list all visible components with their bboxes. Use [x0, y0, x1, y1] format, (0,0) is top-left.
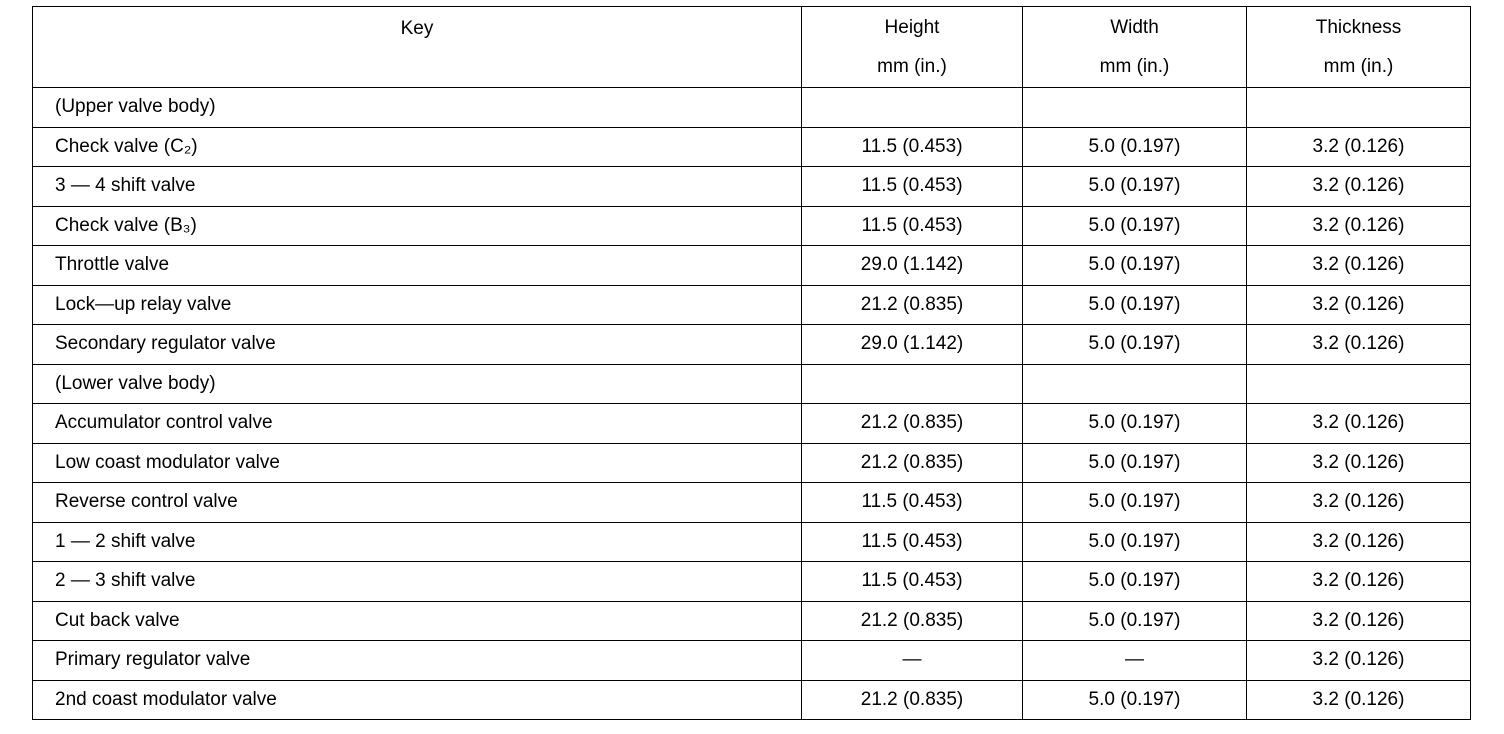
row-height-cell: 11.5 (0.453) — [802, 127, 1023, 167]
row-key-cell: Low coast modulator valve — [33, 443, 802, 483]
table-row — [33, 127, 1471, 167]
row-key-cell: Primary regulator valve — [33, 641, 802, 681]
row-key-cell: Secondary regulator valve — [33, 325, 802, 365]
row-key-cell: Lock—up relay valve — [33, 285, 802, 325]
table-row — [33, 325, 1471, 365]
row-width-cell: 5.0 (0.197) — [1023, 443, 1247, 483]
row-thickness-cell: 3.2 (0.126) — [1247, 206, 1471, 246]
row-width-cell: 5.0 (0.197) — [1023, 522, 1247, 562]
table-body — [33, 88, 1471, 720]
row-key-cell: Check valve (B₃) — [33, 206, 802, 246]
table-row — [33, 601, 1471, 641]
row-height-cell: 21.2 (0.835) — [802, 601, 1023, 641]
row-thickness-cell: 3.2 (0.126) — [1247, 325, 1471, 365]
row-height-cell: 21.2 (0.835) — [802, 404, 1023, 444]
header-height-unit: mm (in.) — [877, 56, 947, 77]
header-key-label: Key — [400, 18, 434, 39]
row-key-cell: 1 — 2 shift valve — [33, 522, 802, 562]
row-height-cell: 11.5 (0.453) — [802, 206, 1023, 246]
row-height-cell: 21.2 (0.835) — [802, 285, 1023, 325]
row-width-cell: 5.0 (0.197) — [1023, 404, 1247, 444]
row-width-cell: 5.0 (0.197) — [1023, 483, 1247, 523]
row-key-cell: Throttle valve — [33, 246, 802, 286]
row-height-cell: — — [802, 641, 1023, 681]
row-width-cell: 5.0 (0.197) — [1023, 680, 1247, 720]
row-thickness-cell: 3.2 (0.126) — [1247, 522, 1471, 562]
row-thickness-cell: 3.2 (0.126) — [1247, 167, 1471, 207]
row-key-cell: (Lower valve body) — [33, 364, 802, 404]
row-thickness-cell: 3.2 (0.126) — [1247, 443, 1471, 483]
valve-spec-table — [32, 6, 1471, 720]
row-width-cell: 5.0 (0.197) — [1023, 285, 1247, 325]
row-height-cell: 21.2 (0.835) — [802, 443, 1023, 483]
table-row — [33, 167, 1471, 207]
row-height-cell — [802, 88, 1023, 128]
row-width-cell: 5.0 (0.197) — [1023, 246, 1247, 286]
table-row — [33, 246, 1471, 286]
table-row — [33, 404, 1471, 444]
header-key — [33, 7, 802, 88]
table-row — [33, 641, 1471, 681]
table-row — [33, 562, 1471, 602]
row-width-cell: 5.0 (0.197) — [1023, 601, 1247, 641]
row-key-cell: Check valve (C₂) — [33, 127, 802, 167]
row-key-cell: Accumulator control valve — [33, 404, 802, 444]
table-row — [33, 483, 1471, 523]
table-row — [33, 88, 1471, 128]
table-row — [33, 443, 1471, 483]
row-width-cell: — — [1023, 641, 1247, 681]
row-height-cell: 21.2 (0.835) — [802, 680, 1023, 720]
header-thickness-title: Thickness — [1315, 17, 1402, 38]
table-row — [33, 522, 1471, 562]
table-row — [33, 285, 1471, 325]
table-row — [33, 680, 1471, 720]
row-height-cell — [802, 364, 1023, 404]
header-width-title: Width — [1110, 17, 1159, 38]
row-height-cell: 29.0 (1.142) — [802, 325, 1023, 365]
header-row — [33, 7, 1471, 88]
row-width-cell: 5.0 (0.197) — [1023, 167, 1247, 207]
header-thickness — [1247, 7, 1471, 88]
row-thickness-cell: 3.2 (0.126) — [1247, 562, 1471, 602]
row-thickness-cell: 3.2 (0.126) — [1247, 483, 1471, 523]
row-width-cell: 5.0 (0.197) — [1023, 325, 1247, 365]
row-key-cell: 3 — 4 shift valve — [33, 167, 802, 207]
row-thickness-cell: 3.2 (0.126) — [1247, 404, 1471, 444]
table-header — [33, 7, 1471, 88]
row-thickness-cell: 3.2 (0.126) — [1247, 246, 1471, 286]
row-thickness-cell: 3.2 (0.126) — [1247, 127, 1471, 167]
row-key-cell: Reverse control valve — [33, 483, 802, 523]
row-thickness-cell: 3.2 (0.126) — [1247, 601, 1471, 641]
row-height-cell: 11.5 (0.453) — [802, 522, 1023, 562]
table-row — [33, 206, 1471, 246]
header-height — [802, 7, 1023, 88]
row-width-cell — [1023, 88, 1247, 128]
row-thickness-cell: 3.2 (0.126) — [1247, 680, 1471, 720]
header-height-title: Height — [884, 17, 940, 38]
row-height-cell: 11.5 (0.453) — [802, 167, 1023, 207]
row-key-cell: 2nd coast modulator valve — [33, 680, 802, 720]
row-width-cell: 5.0 (0.197) — [1023, 206, 1247, 246]
header-thickness-unit: mm (in.) — [1323, 56, 1394, 77]
row-thickness-cell — [1247, 88, 1471, 128]
row-thickness-cell: 3.2 (0.126) — [1247, 285, 1471, 325]
row-width-cell — [1023, 364, 1247, 404]
row-width-cell: 5.0 (0.197) — [1023, 562, 1247, 602]
row-width-cell: 5.0 (0.197) — [1023, 127, 1247, 167]
row-height-cell: 11.5 (0.453) — [802, 562, 1023, 602]
header-width — [1023, 7, 1247, 88]
row-height-cell: 11.5 (0.453) — [802, 483, 1023, 523]
row-height-cell: 29.0 (1.142) — [802, 246, 1023, 286]
row-thickness-cell — [1247, 364, 1471, 404]
table-row — [33, 364, 1471, 404]
row-key-cell: Cut back valve — [33, 601, 802, 641]
row-key-cell: 2 — 3 shift valve — [33, 562, 802, 602]
row-key-cell: (Upper valve body) — [33, 88, 802, 128]
header-width-unit: mm (in.) — [1099, 56, 1170, 77]
row-thickness-cell: 3.2 (0.126) — [1247, 641, 1471, 681]
